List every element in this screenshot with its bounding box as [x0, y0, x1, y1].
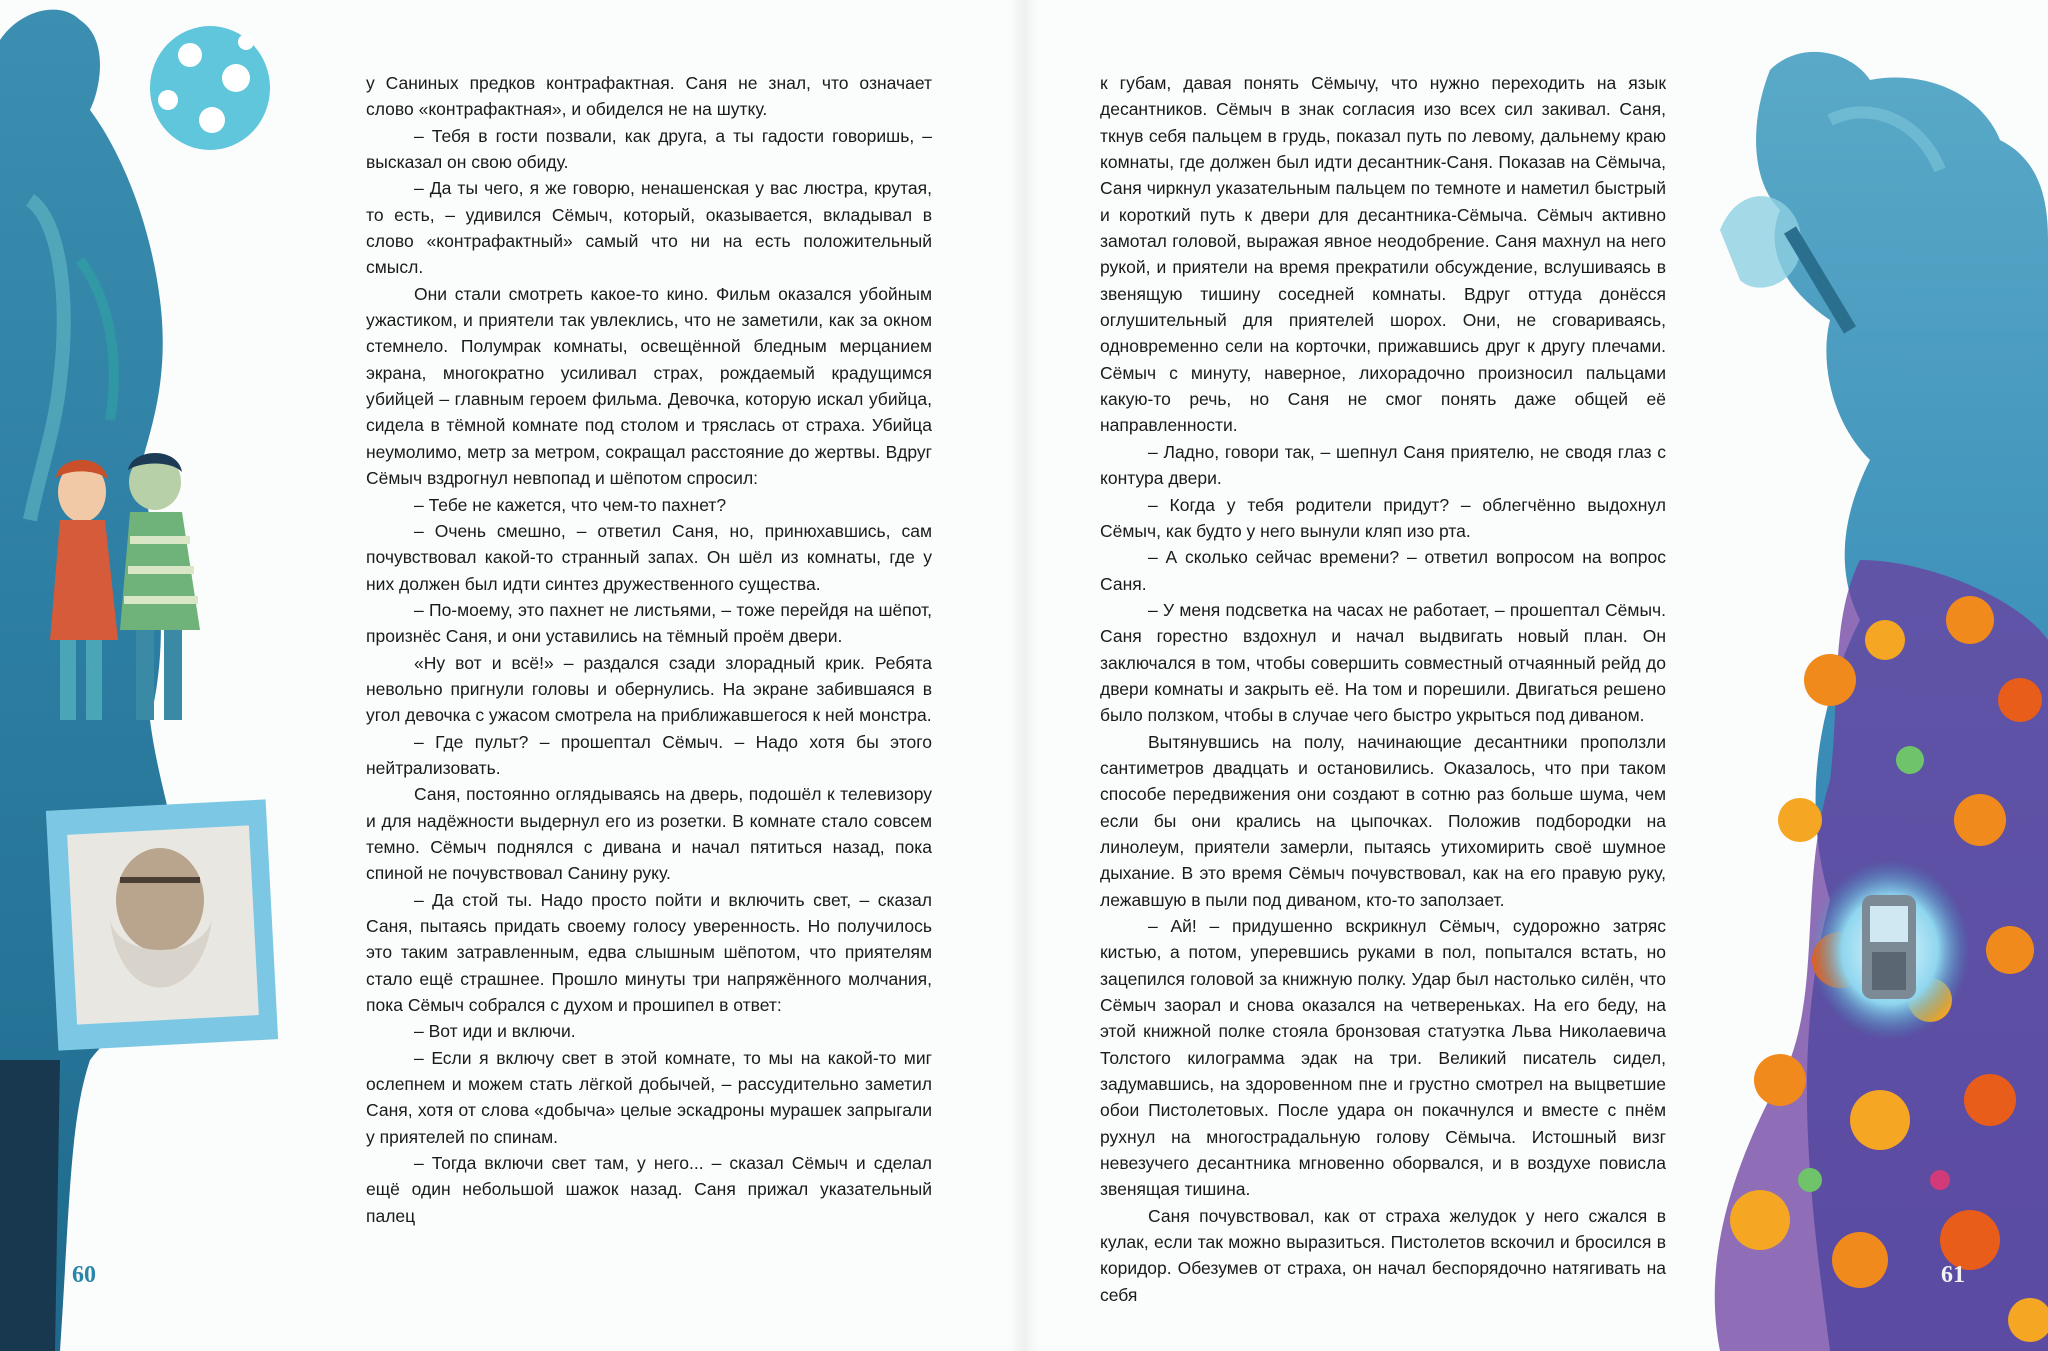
paragraph: у Саниных предков контрафактная. Саня не знал, что означает слово «контрафактная», и обиделся не на шутку. [366, 73, 932, 120]
right-page-text [1100, 70, 1666, 1308]
paragraph: – Где пульт? – прошептал Сёмыч. – Надо хотя бы этого нейтрализовать. [366, 731, 932, 778]
paragraph: – Вот иди и включи. [414, 1021, 576, 1042]
paragraph: Вытянувшись на полу, начинающие десантники проползли сантиметров двадцать и остановились. Оказалось, что при таком способе передвижения они создают в сотню раз больше шума, чем если бы они крались на цыпочках. Положив подбородки на линолеум, приятели замерли, пытаясь утихомирить своё шумное дыхание. В это время Сёмыч почувствовал, как на его правую руку, лежавшую в пыли под диваном, кто-то заползает. [1100, 731, 1666, 910]
paragraph: – По-моему, это пахнет не листьями, – тоже перейдя на шёпот, произнёс Саня, и они уставились на тёмный проём двери. [366, 599, 932, 647]
paragraph: Саня, постоянно оглядываясь на дверь, подошёл к телевизору и для надёжности выдернул его из розетки. В комнате стало совсем темно. Сёмыч поднялся с дивана и начал пятиться назад, пока спиной не почувствовал Санину руку. [366, 784, 932, 884]
paragraph: Они стали смотреть какое-то кино. Фильм оказался убойным ужастиком, и приятели так увлеклись, что не заметили, как за окном стемнело. Полумрак комнаты, освещённой бледным мерцанием экрана, многократно усиливал страх, рождаемый крадущимся убийцей – главным героем фильма. Девочка, которую искал убийца, сидела в тёмной комнате под столом и тряслась от страха. Убийца неумолимо, метр за метром, сокращал расстояние до жертвы. Вдруг Сёмыч вздрогнул невпопад и шёпотом спросил: [366, 283, 932, 489]
book-gutter [1010, 0, 1038, 1351]
moon-icon [150, 26, 270, 150]
paragraph: – У меня подсветка на часах не работает, – прошептал Сёмыч. Саня горестно вздохнул и начал выдвигать новый план. Он заключался в том, чтобы совершить совместный отчаянный рейд до двери комнаты и закрыть её. На том и порешили. Двигаться решено было ползком, чтобы в случае чего быстро укрыться под диваном. [1100, 599, 1666, 726]
paragraph: к губам, давая понять Сёмычу, что нужно переходить на язык десантников. Сёмыч в знак согласия изо всех сил закивал. Саня, ткнув себя пальцем в грудь, показал путь по левому, дальнему краю комнаты, где должен был идти десантник-Саня. Показав на Сёмыча, Саня чиркнул указательным пальцем по темноте и наметил быстрый и короткий путь к двери для десантника-Сёмыча. Сёмыч активно замотал головой, выражая явное неодобрение. Саня махнул на него рукой, и приятели на время прекратили обсуждение, вслушиваясь в звенящую тишину соседней комнаты. Вдруг оттуда донёсся оглушительный для приятелей шорох. Они, не сговариваясь, одновременно сели на корточки, прижавшись друг к другу плечами. Сёмыч с минуту, наверное, лихорадочно произносил пальцами какую-то речь, но Саня не смог понять даже общей её направленности. [1100, 73, 1666, 436]
right-illustration [1680, 0, 2048, 1351]
paragraph: «Ну вот и всё!» – раздался сзади злорадный крик. Ребята невольно пригнули головы и обернулись. На экране забившаяся в угол девочка с ужасом смотрела на приближавшегося к ней монстра. [366, 652, 932, 726]
paragraph: – Да стой ты. Надо просто пойти и включить свет, – сказал Саня, пытаясь придать своему голосу уверенность. Но получилось это таким затравленным, едва слышным шёпотом, что приятелям стало ещё страшнее. Прошло минуты три напряжённого молчания, пока Сёмыч собрался с духом и прошипел в ответ: [366, 889, 932, 1016]
paragraph: – А сколько сейчас времени? – ответил вопросом на вопрос Саня. [1100, 547, 1666, 594]
paragraph: – Тебя в гости позвали, как друга, а ты гадости говоришь, – высказал он свою обиду. [366, 125, 932, 173]
tolstoy-portrait [46, 799, 278, 1050]
paragraph: – Ай! – придушенно вскрикнул Сёмыч, судорожно затряс кистью, а потом, уперевшись руками в пол, попытался встать, но зацепился головой за книжную полку. Удар был настолько силён, что Сёмыч заорал и снова оказался на четвереньках. На его беду, на этой книжной полке стояла бронзовая статуэтка Льва Николаевича Толстого килограмма эдак на три. Великий писатель сидел, задумавшись, на здоровенном пне и грустно смотрел на выцветшие обои Пистолетовых. После удара он покачнулся и вместе с пнём рухнул на многострадальную голову Сёмыча. Истошный визг невезучего десантника мгновенно оборвался, и в воздухе повисла звенящая тишина. [1100, 916, 1666, 1200]
page-number-left: 60 [72, 1262, 96, 1288]
paragraph: – Когда у тебя родители придут? – облегчённо выдохнул Сёмыч, как будто у него вынули кляп изо рта. [1100, 494, 1666, 541]
phone-icon [1810, 860, 1970, 1040]
paragraph: – Очень смешно, – ответил Саня, но, принюхавшись, сам почувствовал какой-то странный запах. Он шёл из комнаты, где у них должен был идти синтез дружественного существа. [366, 520, 932, 594]
paragraph: Саня почувствовал, как от страха желудок у него сжался в кулак, если так можно выразиться. Пистолетов вскочил и бросился в коридор. Обезумев от страха, он начал беспорядочно натягивать на себя [1100, 1205, 1666, 1305]
paragraph: – Да ты чего, я же говорю, ненашенская у вас люстра, крутая, то есть, – удивился Сёмыч, который, оказывается, вкладывал в слово «контрафактный» самый что ни на есть положительный смысл. [366, 178, 932, 278]
page-number-right: 61 [1941, 1262, 1965, 1288]
left-illustration [0, 0, 300, 1351]
paragraph: – Если я включу свет в этой комнате, то мы на какой-то миг ослепнем и можем стать лёгкой добычей, – рассудительно заметил Саня, хотя от слова «добыча» целые эскадроны мурашек запрыгали у приятелей по спинам. [366, 1047, 932, 1147]
paragraph: – Тогда включи свет там, у него... – сказал Сёмыч и сделал ещё один небольшой шажок назад. Саня прижал указательный палец [366, 1153, 932, 1226]
paragraph: – Тебе не кажется, что чем-то пахнет? [414, 494, 727, 515]
paragraph: – Ладно, говори так, – шепнул Саня приятелю, не сводя глаз с контура двери. [1100, 441, 1666, 489]
left-page-text [366, 70, 932, 1229]
